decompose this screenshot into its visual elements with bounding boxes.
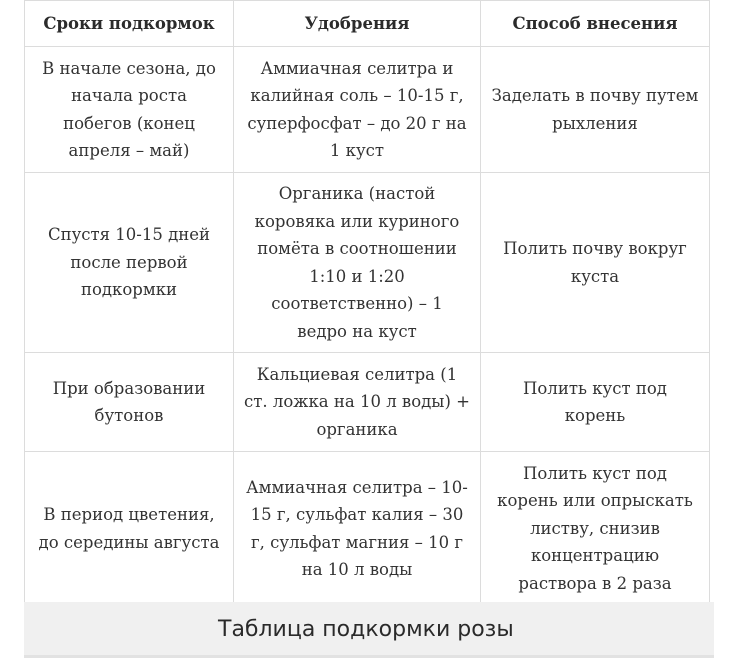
cell-method: Заделать в почву путем рыхления [481, 47, 710, 173]
header-method: Способ внесения [481, 1, 710, 47]
cell-fertilizer: Аммиачная селитра и калийная соль – 10-15 г, суперфосфат – до 20 г на 1 куст [234, 47, 481, 173]
header-timing: Сроки подкормок [25, 1, 234, 47]
cell-timing: В период цветения, до середины августа [25, 452, 234, 606]
cell-fertilizer: Органика (настой коровяка или куриного помёта в соотношении 1:10 и 1:20 соответственно) – 1 ведро на куст [234, 173, 481, 353]
table-row [25, 353, 710, 452]
table-row [25, 452, 710, 606]
cell-timing: Спустя 10-15 дней после первой подкормки [25, 173, 234, 353]
cell-fertilizer: Кальциевая селитра (1 ст. ложка на 10 л воды) + органика [234, 353, 481, 452]
table-header-row [25, 1, 710, 47]
cell-timing: В начале сезона, до начала роста побегов (конец апреля – май) [25, 47, 234, 173]
table-row [25, 173, 710, 353]
header-fertilizer: Удобрения [234, 1, 481, 47]
feeding-table [24, 0, 710, 606]
cell-method: Полить почву вокруг куста [481, 173, 710, 353]
cell-fertilizer: Аммиачная селитра – 10-15 г, сульфат калия – 30 г, сульфат магния – 10 г на 10 л воды [234, 452, 481, 606]
feeding-table-container [24, 0, 709, 602]
table-caption: Таблица подкормки розы [24, 602, 714, 658]
cell-method: Полить куст под корень или опрыскать листву, снизив концентрацию раствора в 2 раза [481, 452, 710, 606]
cell-method: Полить куст под корень [481, 353, 710, 452]
cell-timing: При образовании бутонов [25, 353, 234, 452]
table-row [25, 47, 710, 173]
